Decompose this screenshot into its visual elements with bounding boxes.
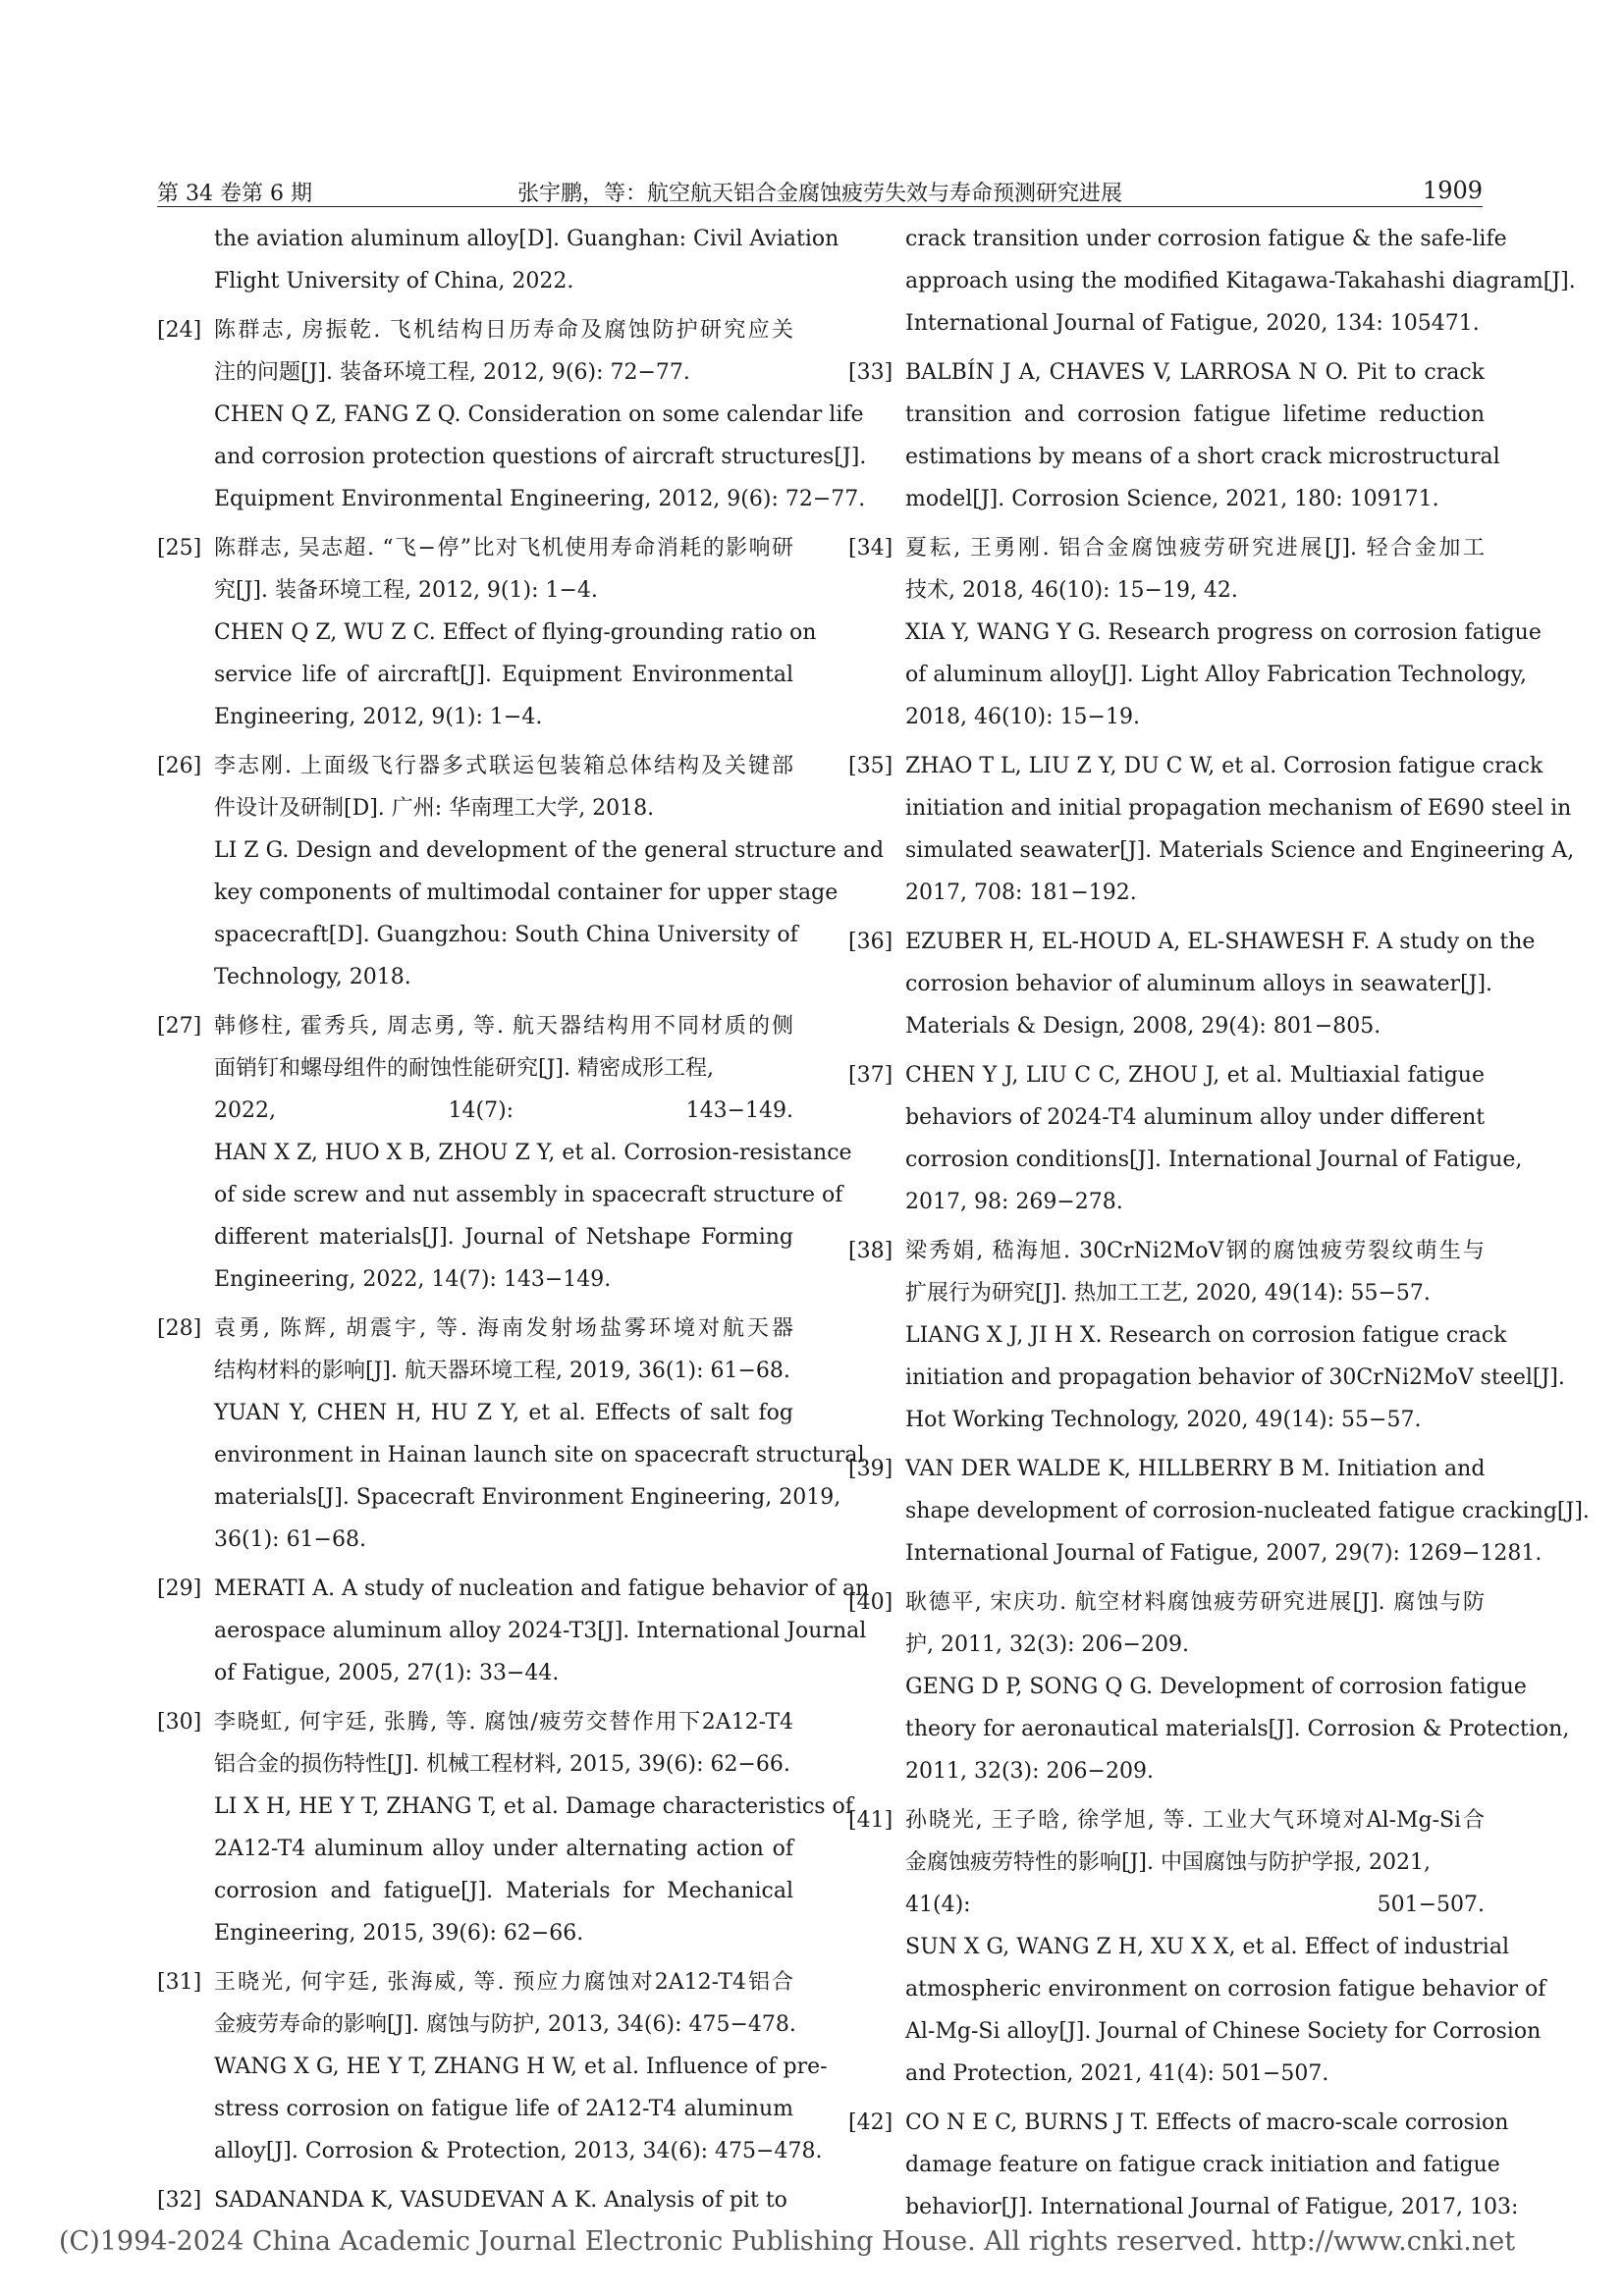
reference-entry: [157, 309, 867, 520]
reference-line: 36(1): 61−68.: [214, 1527, 366, 1552]
reference-line: 2017, 708: 181−192.: [905, 881, 1137, 905]
reference-number: [41]: [848, 1808, 893, 1833]
reference-entry: [848, 1054, 1523, 1223]
reference-line: 铝合金的损伤特性[J]. 机械工程材料, 2015, 39(6): 62−66.: [214, 1752, 790, 1777]
reference-entry: [848, 218, 1576, 345]
reference-line: environment in Hainan launch site on spacecraft structural: [214, 1443, 865, 1468]
reference-entry: [157, 1308, 865, 1561]
reference-entry: [848, 1230, 1565, 1441]
reference-number: [37]: [848, 1063, 893, 1088]
reference-line: 41(4): 501−507.: [905, 1893, 1485, 1917]
reference-entry: [157, 527, 817, 738]
reference-line: atmospheric environment on corrosion fatigue behavior of: [905, 1977, 1546, 2002]
reference-line: Flight University of China, 2022.: [214, 269, 574, 294]
reference-line: YUAN Y, CHEN H, HU Z Y, et al. Effects of salt fog: [214, 1401, 793, 1425]
reference-line: simulated seawater[J]. Materials Science and Engineering A,: [905, 838, 1575, 863]
reference-line: 扩展行为研究[J]. 热加工工艺, 2020, 49(14): 55−57.: [905, 1281, 1431, 1306]
reference-number: [42]: [848, 2110, 893, 2135]
reference-line: Al-Mg-Si alloy[J]. Journal of Chinese Society for Corrosion: [905, 2019, 1542, 2044]
reference-line: 李志刚. 上面级飞行器多式联运包装箱总体结构及关键部: [214, 754, 793, 778]
reference-line: EZUBER H, EL-HOUD A, EL-SHAWESH F. A study on the: [905, 930, 1536, 954]
reference-line: damage feature on fatigue crack initiation and fatigue: [905, 2153, 1500, 2177]
reference-line: corrosion and fatigue[J]. Materials for Mechanical: [214, 1879, 793, 1903]
reference-line: XIA Y, WANG Y G. Research progress on corrosion fatigue: [905, 620, 1542, 645]
reference-line: and Protection, 2021, 41(4): 501−507.: [905, 2061, 1329, 2086]
reference-line: SUN X G, WANG Z H, XU X X, et al. Effect of industrial: [905, 1935, 1509, 1959]
reference-line: key components of multimodal container for upper stage: [214, 881, 839, 905]
reference-entry: [848, 1581, 1570, 1792]
reference-number: [25]: [157, 536, 202, 561]
reference-line: different materials[J]. Journal of Netshape Forming: [214, 1225, 793, 1250]
reference-line: International Journal of Fatigue, 2020, 134: 105471.: [905, 311, 1480, 336]
reference-number: [35]: [848, 754, 893, 778]
reference-entry: [848, 1448, 1590, 1575]
reference-line: behavior[J]. International Journal of Fatigue, 2017, 103:: [905, 2195, 1519, 2219]
reference-number: [26]: [157, 754, 202, 778]
reference-line: VAN DER WALDE K, HILLBERRY B M. Initiation and: [905, 1457, 1486, 1481]
reference-number: [32]: [157, 2188, 202, 2213]
reference-line: corrosion behavior of aluminum alloys in seawater[J].: [905, 972, 1493, 996]
reference-number: [24]: [157, 318, 202, 343]
reference-line: 耿德平, 宋庆功. 航空材料腐蚀疲劳研究进展[J]. 腐蚀与防: [905, 1590, 1485, 1615]
reference-line: WANG X G, HE Y T, ZHANG H W, et al. Influence of pre-: [214, 2055, 828, 2079]
reference-line: 面销钉和螺母组件的耐蚀性能研究[J]. 精密成形工程,: [214, 1056, 714, 1081]
reference-entry: [848, 745, 1575, 914]
reference-line: of aluminum alloy[J]. Light Alloy Fabrication Technology,: [905, 663, 1527, 687]
reference-line: 结构材料的影响[J]. 航天器环境工程, 2019, 36(1): 61−68.: [214, 1359, 790, 1383]
reference-number: [39]: [848, 1457, 893, 1481]
reference-line: 孙晓光, 王子晗, 徐学旭, 等. 工业大气环境对Al-Mg-Si合: [905, 1808, 1485, 1833]
reference-line: model[J]. Corrosion Science, 2021, 180: 109171.: [905, 487, 1439, 511]
reference-line: alloy[J]. Corrosion & Protection, 2013, 34(6): 475−478.: [214, 2139, 823, 2163]
reference-entry: [157, 1568, 870, 1694]
reference-number: [27]: [157, 1014, 202, 1039]
reference-entry: [848, 527, 1542, 738]
reference-line: 袁勇, 陈辉, 胡震宇, 等. 海南发射场盐雾环境对航天器: [214, 1316, 793, 1341]
reference-line: 陈群志, 吴志超. “飞−停”比对飞机使用寿命消耗的影响研: [214, 536, 793, 561]
reference-line: 梁秀娟, 嵇海旭. 30CrNi2MoV钢的腐蚀疲劳裂纹萌生与: [905, 1239, 1485, 1263]
running-title: 张宇鹏，等：航空航天铝合金腐蚀疲劳失效与寿命预测研究进展: [516, 182, 1122, 206]
reference-line: aerospace aluminum alloy 2024-T3[J]. International Journal: [214, 1619, 867, 1643]
reference-line: Engineering, 2015, 39(6): 62−66.: [214, 1921, 584, 1946]
journal-volume-issue: 第 34 卷第 6 期: [157, 182, 312, 206]
page-number: 1909: [1422, 177, 1483, 204]
reference-number: [31]: [157, 1970, 202, 1995]
running-header: [157, 175, 1483, 207]
reference-line: and corrosion protection questions of aircraft structures[J].: [214, 445, 867, 469]
reference-line: CHEN Q Z, FANG Z Q. Consideration on some calendar life: [214, 402, 864, 427]
reference-line: LIANG X J, JI H X. Research on corrosion fatigue crack: [905, 1323, 1507, 1348]
reference-line: theory for aeronautical materials[J]. Corrosion & Protection,: [905, 1717, 1570, 1741]
reference-line: Engineering, 2022, 14(7): 143−149.: [214, 1267, 612, 1292]
reference-line: CHEN Y J, LIU C C, ZHOU J, et al. Multiaxial fatigue: [905, 1063, 1485, 1088]
reference-line: transition and corrosion fatigue lifetime reduction: [905, 402, 1485, 427]
reference-line: International Journal of Fatigue, 2007, 29(7): 1269−1281.: [905, 1541, 1543, 1566]
references-right-column: [848, 218, 1590, 2235]
reference-line: 技术, 2018, 46(10): 15−19, 42.: [905, 578, 1238, 603]
reference-line: initiation and initial propagation mechanism of E690 steel in: [905, 796, 1572, 821]
reference-line: 护, 2011, 32(3): 206−209.: [905, 1632, 1189, 1657]
reference-line: GENG D P, SONG Q G. Development of corrosion fatigue: [905, 1675, 1527, 1699]
reference-number: [33]: [848, 360, 893, 385]
copyright-footer: (C)1994-2024 China Academic Journal Electronic Publishing House. All rights reserved. http://www.cnki.net: [59, 2226, 1516, 2257]
reference-line: MERATI A. A study of nucleation and fatigue behavior of an: [214, 1576, 870, 1601]
reference-line: Engineering, 2012, 9(1): 1−4.: [214, 705, 543, 729]
reference-number: [29]: [157, 1576, 202, 1601]
reference-line: 2017, 98: 269−278.: [905, 1190, 1123, 1214]
reference-entry: [848, 2102, 1519, 2228]
reference-line: CO N E C, BURNS J T. Effects of macro-scale corrosion: [905, 2110, 1509, 2135]
reference-line: 王晓光, 何宇廷, 张海威, 等. 预应力腐蚀对2A12-T4铝合: [214, 1970, 793, 1995]
reference-line: shape development of corrosion-nucleated fatigue cracking[J].: [905, 1499, 1590, 1523]
reference-line: 夏耘, 王勇刚. 铝合金腐蚀疲劳研究进展[J]. 轻合金加工: [905, 536, 1485, 561]
reference-line: estimations by means of a short crack microstructural: [905, 445, 1500, 469]
reference-line: initiation and propagation behavior of 30CrNi2MoV steel[J].: [905, 1365, 1565, 1390]
reference-number: [30]: [157, 1710, 202, 1735]
reference-entry: [157, 2179, 793, 2221]
reference-line: 李晓虹, 何宇廷, 张腾, 等. 腐蚀/疲劳交替作用下2A12-T4: [214, 1710, 793, 1735]
reference-line: 2011, 32(3): 206−209.: [905, 1759, 1154, 1784]
reference-line: crack transition under corrosion fatigue & the safe-life: [905, 227, 1507, 251]
reference-line: 究[J]. 装备环境工程, 2012, 9(1): 1−4.: [214, 578, 598, 603]
reference-line: 2A12-T4 aluminum alloy under alternating action of: [214, 1837, 793, 1861]
reference-line: Materials & Design, 2008, 29(4): 801−805.: [905, 1014, 1381, 1039]
reference-number: [28]: [157, 1316, 202, 1341]
reference-line: 韩修柱, 霍秀兵, 周志勇, 等. 航天器结构用不同材质的侧: [214, 1014, 793, 1039]
reference-line: 2022, 14(7): 143−149.: [214, 1098, 793, 1123]
reference-entry: [157, 1701, 853, 1954]
reference-entry: [848, 1799, 1546, 2095]
reference-line: LI Z G. Design and development of the general structure and: [214, 838, 885, 863]
reference-entry: [848, 921, 1536, 1047]
reference-line: ZHAO T L, LIU Z Y, DU C W, et al. Corrosion fatigue crack: [905, 754, 1543, 778]
reference-number: [40]: [848, 1590, 893, 1615]
reference-line: BALBÍN J A, CHAVES V, LARROSA N O. Pit to crack: [905, 360, 1485, 385]
reference-line: 件设计及研制[D]. 广州: 华南理工大学, 2018.: [214, 796, 655, 821]
reference-entry: [157, 218, 839, 302]
reference-line: materials[J]. Spacecraft Environment Engineering, 2019,: [214, 1485, 841, 1510]
reference-line: 陈群志, 房振乾. 飞机结构日历寿命及腐蚀防护研究应关: [214, 318, 793, 343]
reference-line: 金腐蚀疲劳特性的影响[J]. 中国腐蚀与防护学报, 2021,: [905, 1850, 1431, 1875]
reference-line: 注的问题[J]. 装备环境工程, 2012, 9(6): 72−77.: [214, 360, 690, 385]
reference-line: Hot Working Technology, 2020, 49(14): 55−57.: [905, 1408, 1422, 1432]
reference-line: behaviors of 2024-T4 aluminum alloy under different: [905, 1105, 1486, 1130]
reference-entry: [157, 1005, 852, 1301]
reference-line: of Fatigue, 2005, 27(1): 33−44.: [214, 1661, 560, 1685]
reference-line: Equipment Environmental Engineering, 2012, 9(6): 72−77.: [214, 487, 866, 511]
reference-line: spacecraft[D]. Guangzhou: South China University of: [214, 923, 798, 947]
reference-number: [34]: [848, 536, 893, 561]
reference-line: corrosion conditions[J]. International Journal of Fatigue,: [905, 1148, 1523, 1172]
reference-line: 2018, 46(10): 15−19.: [905, 705, 1140, 729]
reference-line: approach using the modified Kitagawa-Takahashi diagram[J].: [905, 269, 1576, 294]
reference-line: Technology, 2018.: [214, 965, 411, 989]
reference-entry: [157, 1961, 828, 2172]
reference-line: the aviation aluminum alloy[D]. Guanghan: Civil Aviation: [214, 227, 839, 251]
reference-line: stress corrosion on fatigue life of 2A12-T4 aluminum: [214, 2097, 793, 2121]
reference-entry: [848, 351, 1500, 520]
reference-line: CHEN Q Z, WU Z C. Effect of flying-grounding ratio on: [214, 620, 817, 645]
reference-line: 金疲劳寿命的影响[J]. 腐蚀与防护, 2013, 34(6): 475−478.: [214, 2012, 796, 2037]
reference-line: SADANANDA K, VASUDEVAN A K. Analysis of pit to: [214, 2188, 787, 2213]
reference-line: service life of aircraft[J]. Equipment Environmental: [214, 663, 793, 687]
reference-number: [38]: [848, 1239, 893, 1263]
reference-line: HAN X Z, HUO X B, ZHOU Z Y, et al. Corrosion-resistance: [214, 1141, 852, 1165]
reference-number: [36]: [848, 930, 893, 954]
reference-line: of side screw and nut assembly in spacecraft structure of: [214, 1183, 843, 1207]
reference-line: LI X H, HE Y T, ZHANG T, et al. Damage characteristics of: [214, 1794, 853, 1819]
